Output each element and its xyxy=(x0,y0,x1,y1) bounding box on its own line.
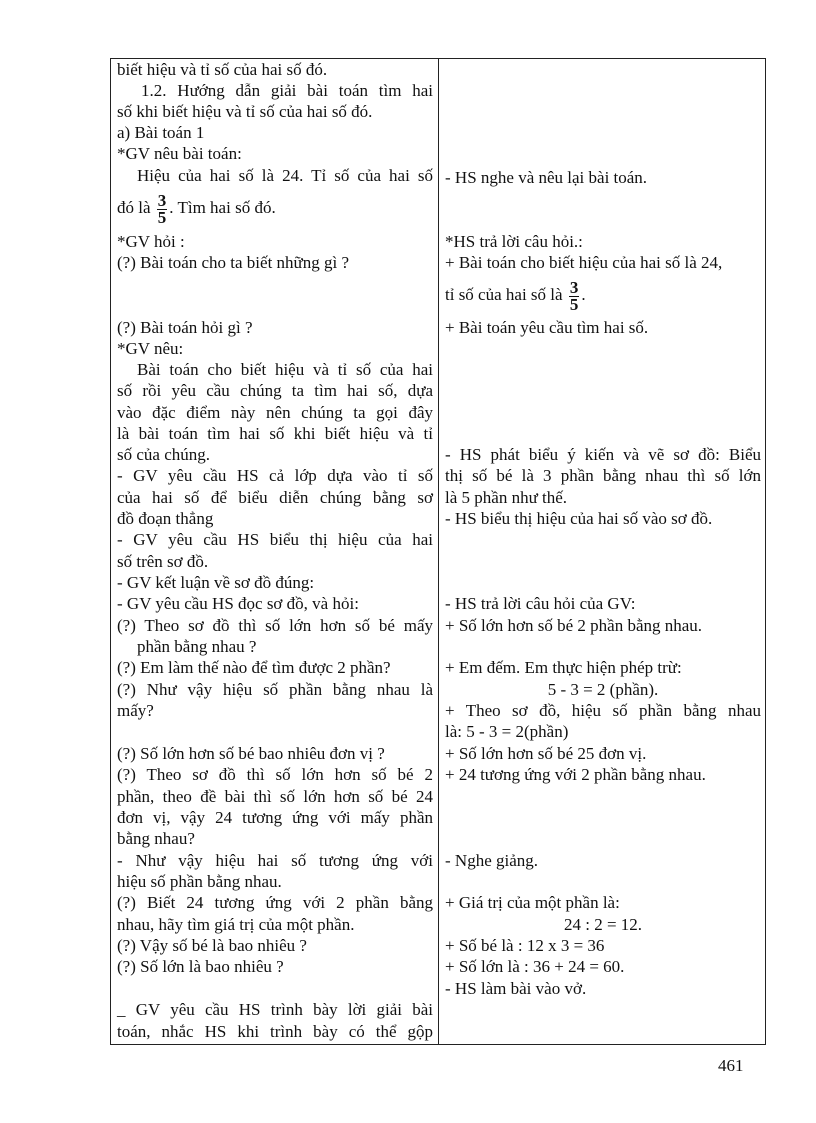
left-line-text: đó là xyxy=(117,198,151,217)
problem-statement-cont xyxy=(117,186,433,230)
left-line: (?) Số lớn là bao nhiêu ? xyxy=(117,957,284,976)
section-heading: 1.2. Hướng dẫn giải bài toán tìm hai xyxy=(141,81,433,100)
right-line-with-fraction xyxy=(445,273,761,317)
left-line: (?) Bài toán cho ta biết những gì ? xyxy=(117,253,350,272)
left-line: *GV hỏi : xyxy=(117,232,185,251)
right-line: là 5 phần như thế. xyxy=(445,488,568,507)
lesson-table xyxy=(110,58,766,1045)
left-line-text: . Tìm hai số đó. xyxy=(169,198,276,217)
left-line: nhau, hãy tìm giá trị của một phần. xyxy=(117,915,355,934)
left-line: đơn vị, vậy 24 tương ứng với mấy phần xyxy=(117,808,433,827)
problem-statement: Hiệu của hai số là 24. Tỉ số của hai số xyxy=(137,166,433,185)
right-line: - HS biểu thị hiệu của hai số vào sơ đồ. xyxy=(445,509,713,528)
right-line: 5 - 3 = 2 (phần). xyxy=(547,680,659,699)
right-line: + 24 tương ứng với 2 phần bằng nhau. xyxy=(445,765,706,784)
left-line: *GV nêu: xyxy=(117,339,184,358)
left-line: (?) Biết 24 tương ứng với 2 phần bằng xyxy=(117,893,433,912)
right-line: 24 : 2 = 12. xyxy=(563,915,643,934)
left-line: hiệu số phần bằng nhau. xyxy=(117,872,282,891)
left-line: số trên sơ đồ. xyxy=(117,552,209,571)
left-line: bằng nhau? xyxy=(117,829,195,848)
left-line: _ GV yêu cầu HS trình bày lời giải bài xyxy=(117,1000,433,1019)
right-line: *HS trả lời câu hỏi.: xyxy=(445,232,583,251)
fraction-three-fifths xyxy=(157,190,168,227)
left-line: - GV kết luận về sơ đồ đúng: xyxy=(117,573,315,592)
right-line: + Số lớn là : 36 + 24 = 60. xyxy=(445,957,625,976)
right-line: + Số bé là : 12 x 3 = 36 xyxy=(445,936,605,955)
left-line: (?) Theo sơ đồ thì số lớn hơn số bé mấy xyxy=(117,616,433,635)
fraction-numerator: 3 xyxy=(569,277,579,297)
right-line: + Giá trị của một phần là: xyxy=(445,893,620,912)
left-line: (?) Em làm thế nào để tìm được 2 phần? xyxy=(117,658,391,677)
right-line: + Em đếm. Em thực hiện phép trừ: xyxy=(445,658,682,677)
column-divider xyxy=(438,59,439,1044)
left-line: (?) Bài toán hỏi gì ? xyxy=(117,318,253,337)
right-line: + Theo sơ đồ, hiệu số phần bằng nhau xyxy=(445,701,761,720)
left-line: là bài toán tìm hai số khi biết hiệu và tỉ xyxy=(117,424,433,443)
left-line: biết hiệu và tỉ số của hai số đó. xyxy=(117,60,328,79)
left-line: toán, nhắc HS khi trình bày có thể gộp xyxy=(117,1022,433,1041)
left-line: - Như vậy hiệu hai số tương ứng với xyxy=(117,851,433,870)
left-line: - GV yêu cầu HS biểu thị hiệu của hai xyxy=(117,530,433,549)
left-line: đồ đoạn thẳng xyxy=(117,509,214,528)
fraction-numerator: 3 xyxy=(157,190,167,210)
left-line: phần, theo đề bài thì số lớn hơn số bé 24 xyxy=(117,787,433,806)
fraction-three-fifths xyxy=(569,277,580,314)
left-line: - GV yêu cầu HS đọc sơ đồ, và hỏi: xyxy=(117,594,359,613)
left-line: số khi biết hiệu và tỉ số của hai số đó. xyxy=(117,102,373,121)
left-line: (?) Như vậy hiệu số phần bằng nhau là xyxy=(117,680,433,699)
right-line-text: . xyxy=(581,285,586,304)
left-line: (?) Vậy số bé là bao nhiêu ? xyxy=(117,936,307,955)
right-line: - HS phát biểu ý kiến và vẽ sơ đồ: Biểu xyxy=(445,445,761,464)
right-line: là: 5 - 3 = 2(phần) xyxy=(445,722,569,741)
left-line: số rồi yêu cầu chúng ta tìm hai số, dựa xyxy=(117,381,433,400)
page-number: 461 xyxy=(718,1056,744,1075)
right-line: - HS nghe và nêu lại bài toán. xyxy=(445,168,648,187)
left-line: vào đặc điểm này nên chúng ta gọi đây xyxy=(117,403,433,422)
right-line: + Số lớn hơn số bé 2 phần bằng nhau. xyxy=(445,616,703,635)
left-line: Bài toán cho biết hiệu và tỉ số của hai xyxy=(137,360,433,379)
fraction-denominator: 5 xyxy=(569,294,579,314)
left-line: (?) Số lớn hơn số bé bao nhiêu đơn vị ? xyxy=(117,744,385,763)
left-line: (?) Theo sơ đồ thì số lớn hơn số bé 2 xyxy=(117,765,433,784)
left-line: số của chúng. xyxy=(117,445,211,464)
right-line: thị số bé là 3 phần bằng nhau thì số lớn xyxy=(445,466,761,485)
left-line: mấy? xyxy=(117,701,154,720)
right-line-text: tỉ số của hai số là xyxy=(445,285,563,304)
right-line: - HS làm bài vào vở. xyxy=(445,979,587,998)
left-line: *GV nêu bài toán: xyxy=(117,144,242,163)
problem-heading: a) Bài toán 1 xyxy=(117,123,205,142)
left-line: - GV yêu cầu HS cả lớp dựa vào tỉ số xyxy=(117,466,433,485)
right-line: + Bài toán yêu cầu tìm hai số. xyxy=(445,318,649,337)
left-line: phần bằng nhau ? xyxy=(137,637,257,656)
left-line: của hai số để biểu diễn chúng bằng sơ xyxy=(117,488,433,507)
right-line: + Bài toán cho biết hiệu của hai số là 24, xyxy=(445,253,723,272)
fraction-denominator: 5 xyxy=(157,207,167,227)
right-line: + Số lớn hơn số bé 25 đơn vị. xyxy=(445,744,647,763)
right-line: - HS trả lời câu hỏi của GV: xyxy=(445,594,636,613)
right-line: - Nghe giảng. xyxy=(445,851,539,870)
